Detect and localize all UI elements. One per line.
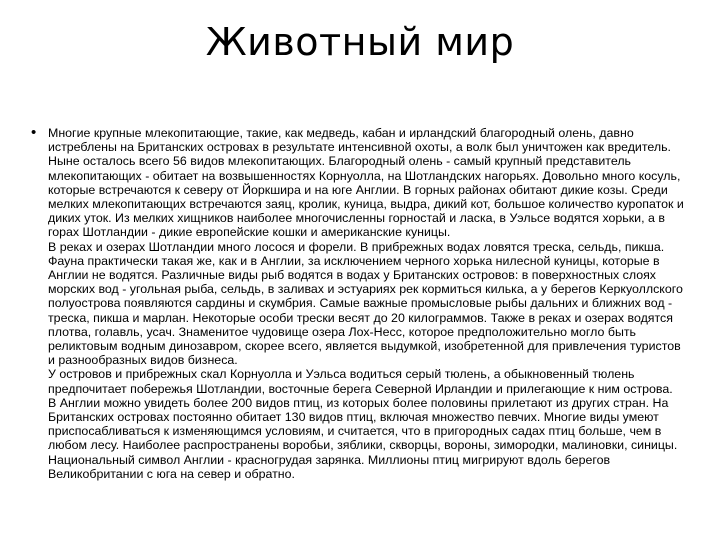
paragraph-seals: У островов и прибрежных скал Корнуолла и Уэльса водиться серый тюлень, а обыкновенный тюлень предпочитает побережья Шотландии, восточные берега Северной Ирландии и прилегающие к ним острова. [48,367,673,396]
bullet-marker: • [31,124,37,141]
slide-title: Животный мир [205,20,515,64]
paragraph-birds: В Англии можно увидеть более 200 видов птиц, из которых более половины прилетают из других стран. На Британских островах постоянно обитает 130 видов птиц, включая множество певчих. Многие виды умеют приспосабливаться к изменяющимся условиям, и считается, что в пригородных садах птиц больше, чем в любом лесу. Наиболее распространены воробьи, зяблики, скворцы, вороны, зимородки, малиновки, синицы. Национальный символ Англии - красногрудая зарянка. Миллионы птиц мигрируют вдоль берегов Великобритании с юга на север и обратно. [48,395,681,481]
paragraph-mammals: Многие крупные млекопитающие, такие, как медведь, кабан и ирландский благородный олень, давно истреблены на Британских островах в результате интенсивной охоты, а волк был уничтожен как вредитель. Ныне осталось всего 56 видов млекопитающих. Благородный олень - самый крупный представитель млекопитающих - обитает на возвышенностях Корнуолла, на Шотландских нагорьях. Довольно много косуль, которые встречаются к северу от Йоркшира и на юге Англии. В горных районах обитают дикие козы. Среди мелких млекопитающих встречаются заяц, кролик, куница, выдра, дикий кот, большое количество куропаток и диких уток. Из мелких хищников наиболее многочисленны горностай и ласка, в Уэльсе водятся хорьки, а в горах Шотландии - дикие европейские кошки и американские куницы. [48,126,688,240]
paragraph-fish: В реках и озерах Шотландии много лосося и форели. В прибрежных водах ловятся треска, сельдь, пикша. Фауна практически такая же, как и в Англии, за исключением черного хорька нилесной куницы, которые в Англии не водятся. Различные виды рыб водятся в водах у Британских островов: в поверхностных слоях морских вод - угольная рыба, сельдь, в заливах и эстуариях рек кормиться килька, а у берегов Керкуоллского полуострова появляются сардины и скумбрия. Самые важные промысловые рыбы дальних и ближних вод - треска, пикша и марлан. Некоторые особи трески весят до 20 килограммов. Также в реках и озерах водятся плотва, голавль, усач. Знаменитое чудовище озера Лох-Несс, которое предположительно могло быть реликтовым водным динозавром, скорее всего, является выдумкой, изобретенной для привлечения туристов и разнообразных видов бизнеса. [48,239,687,368]
body-text [48,126,688,481]
